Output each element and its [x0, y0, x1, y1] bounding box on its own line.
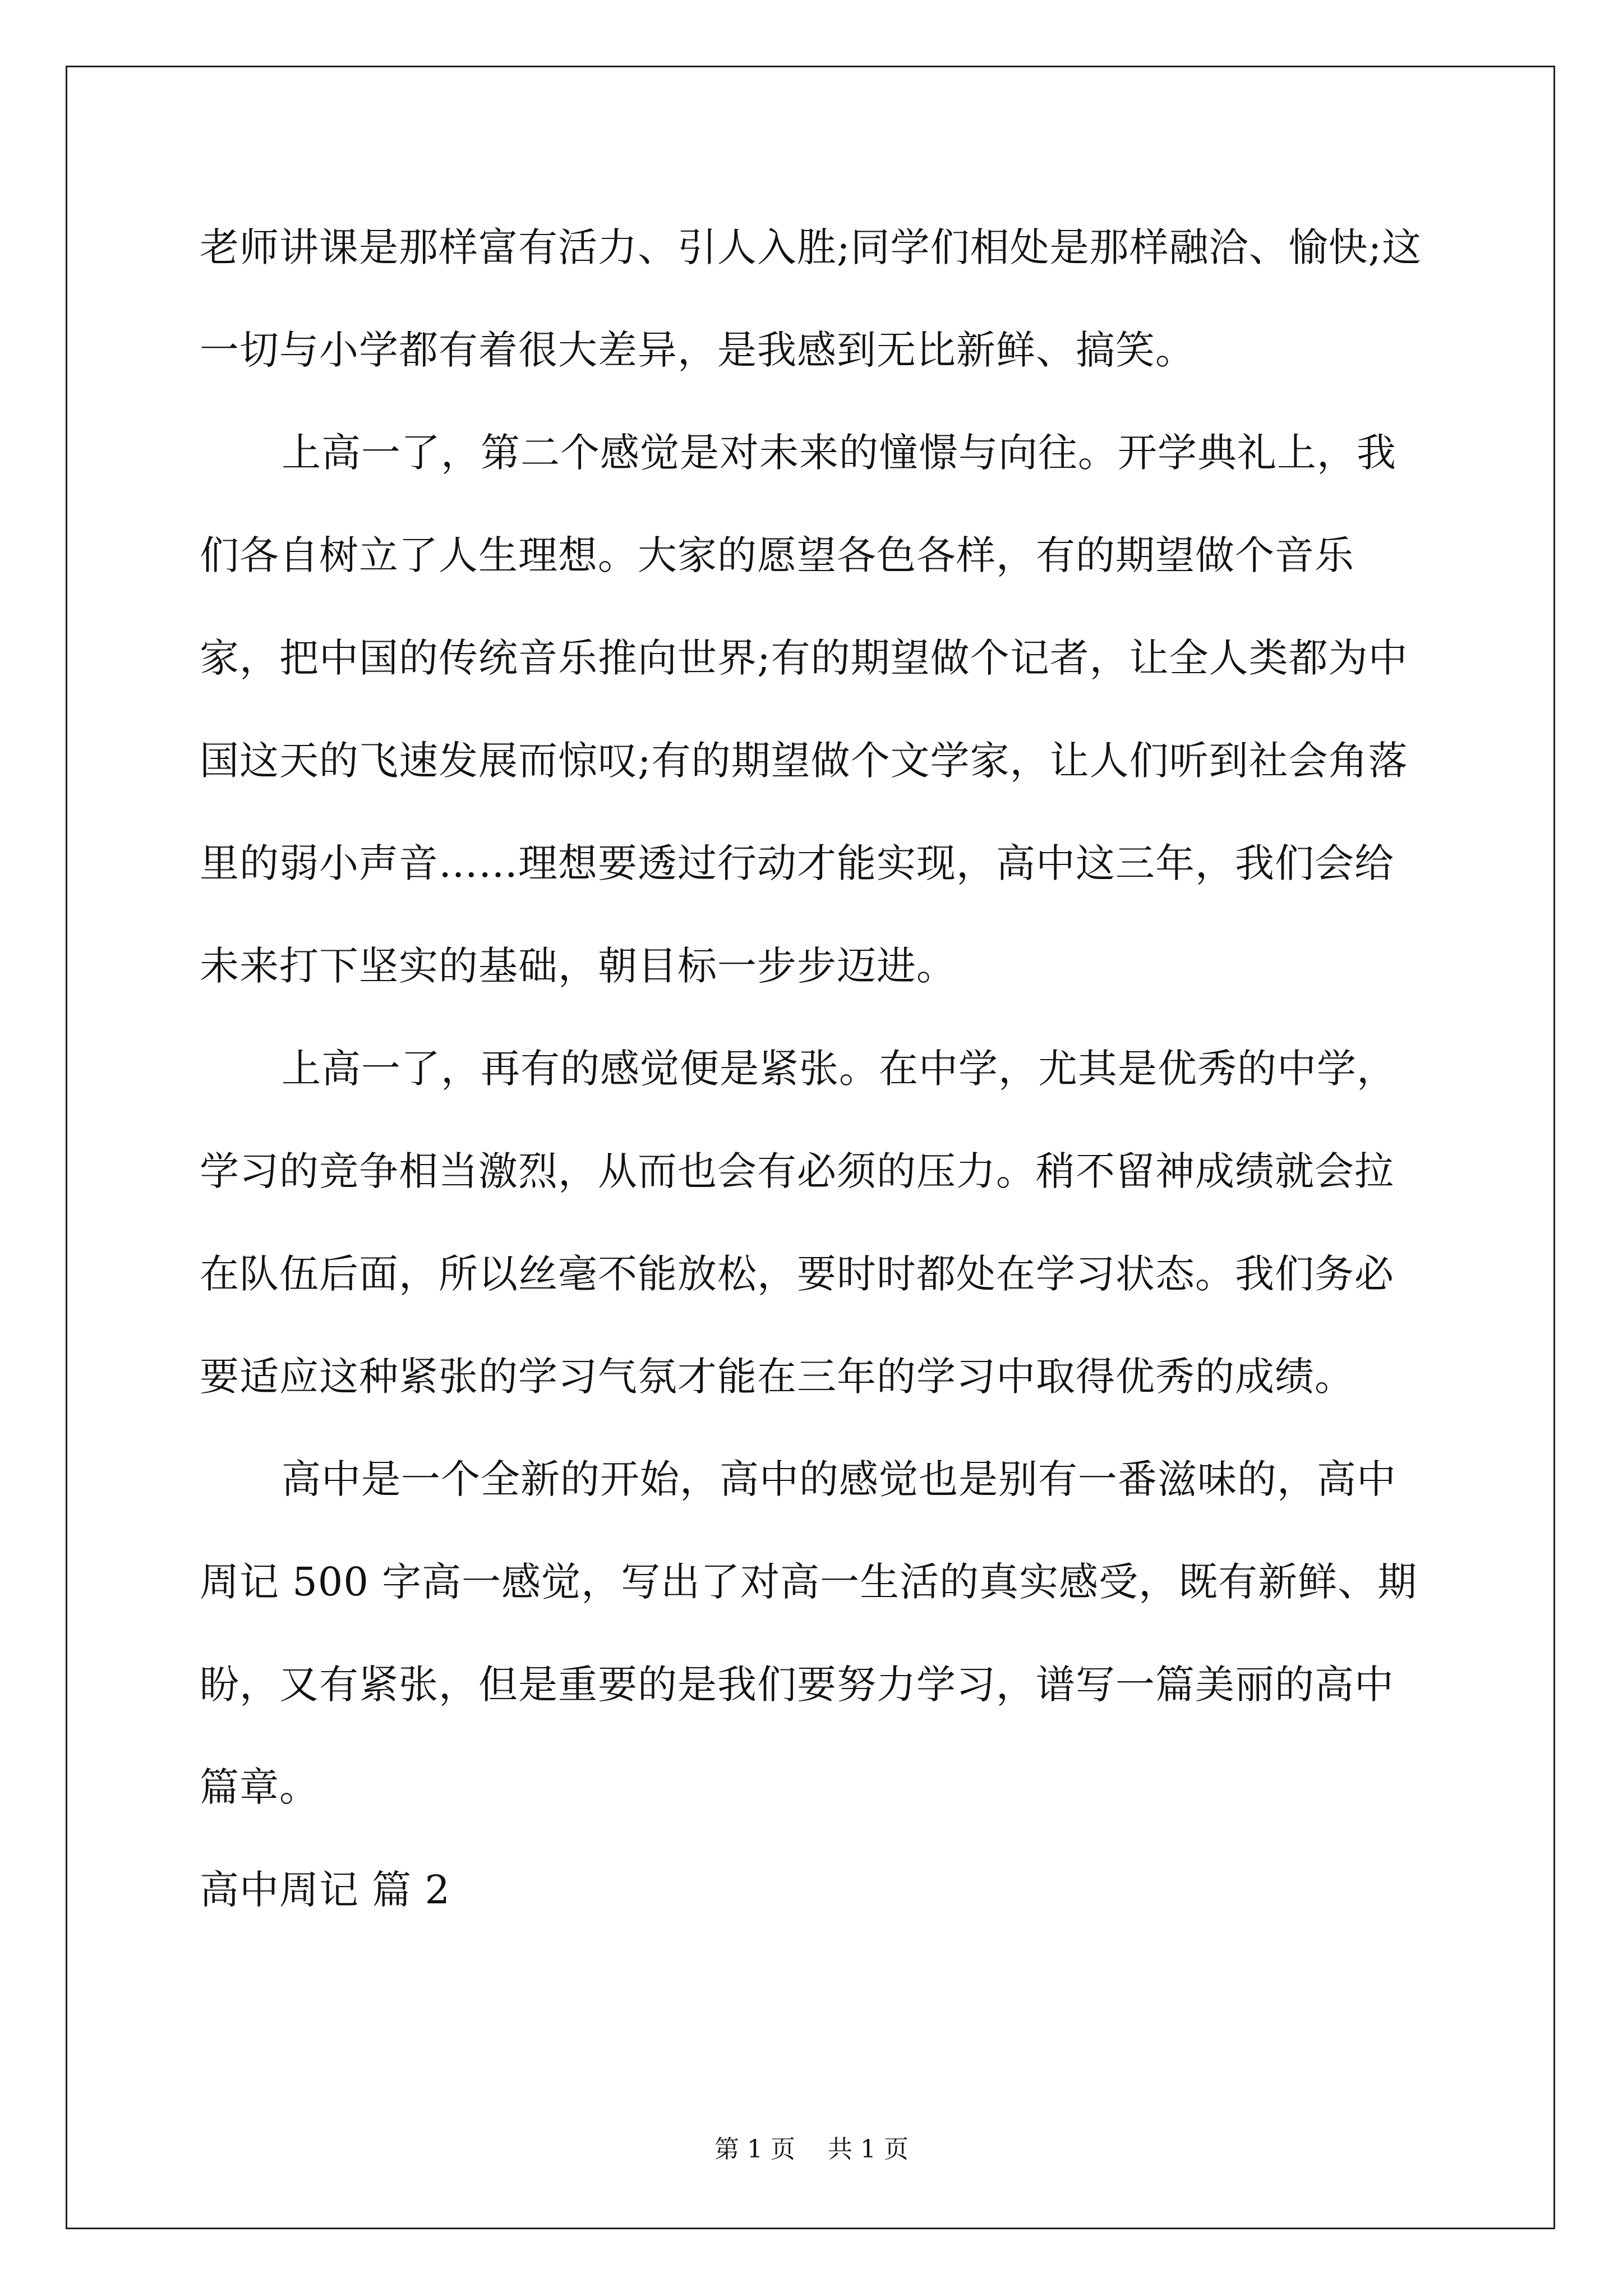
page-number: 第 1 页: [714, 2135, 795, 2164]
page-footer: [0, 2129, 1623, 2165]
paragraph-3: 上高一了，再有的感觉便是紧张。在中学，尤其是优秀的中学，学习的竞争相当激烈，从而也会有必须的压力。稍不留神成绩就会拉在队伍后面，所以丝毫不能放松，要时时都处在学习状态。我们务必要适应这种紧张的学习气氛才能在三年的学习中取得优秀的成绩。: [200, 1046, 1396, 1400]
section-heading: 高中周记 篇 2: [200, 1867, 451, 1913]
paragraph-2: 上高一了，第二个感觉是对未来的憧憬与向往。开学典礼上，我们各自树立了人生理想。大家的愿望各色各样，有的期望做个音乐家，把中国的传统音乐推向世界;有的期望做个记者，让全人类都为中国这天的飞速发展而惊叹;有的期望做个文学家，让人们听到社会角落里的弱小声音……理想要透过行动才能实现，高中这三年，我们会给未来打下坚实的基础，朝目标一步步迈进。: [200, 430, 1408, 989]
paragraph-4: 高中是一个全新的开始，高中的感觉也是别有一番滋味的，高中周记 500 字高一感觉，写出了对高一生活的真实感受，既有新鲜、期盼，又有紧张，但是重要的是我们要努力学习，谱写一篇美丽的高中篇章。: [200, 1456, 1418, 1810]
page-total: 共 1 页: [828, 2135, 909, 2164]
paragraph-1: 老师讲课是那样富有活力、引人入胜;同学们相处是那样融洽、愉快;这一切与小学都有着很大差异，是我感到无比新鲜、搞笑。: [200, 224, 1422, 373]
document-body: [200, 196, 1433, 1941]
